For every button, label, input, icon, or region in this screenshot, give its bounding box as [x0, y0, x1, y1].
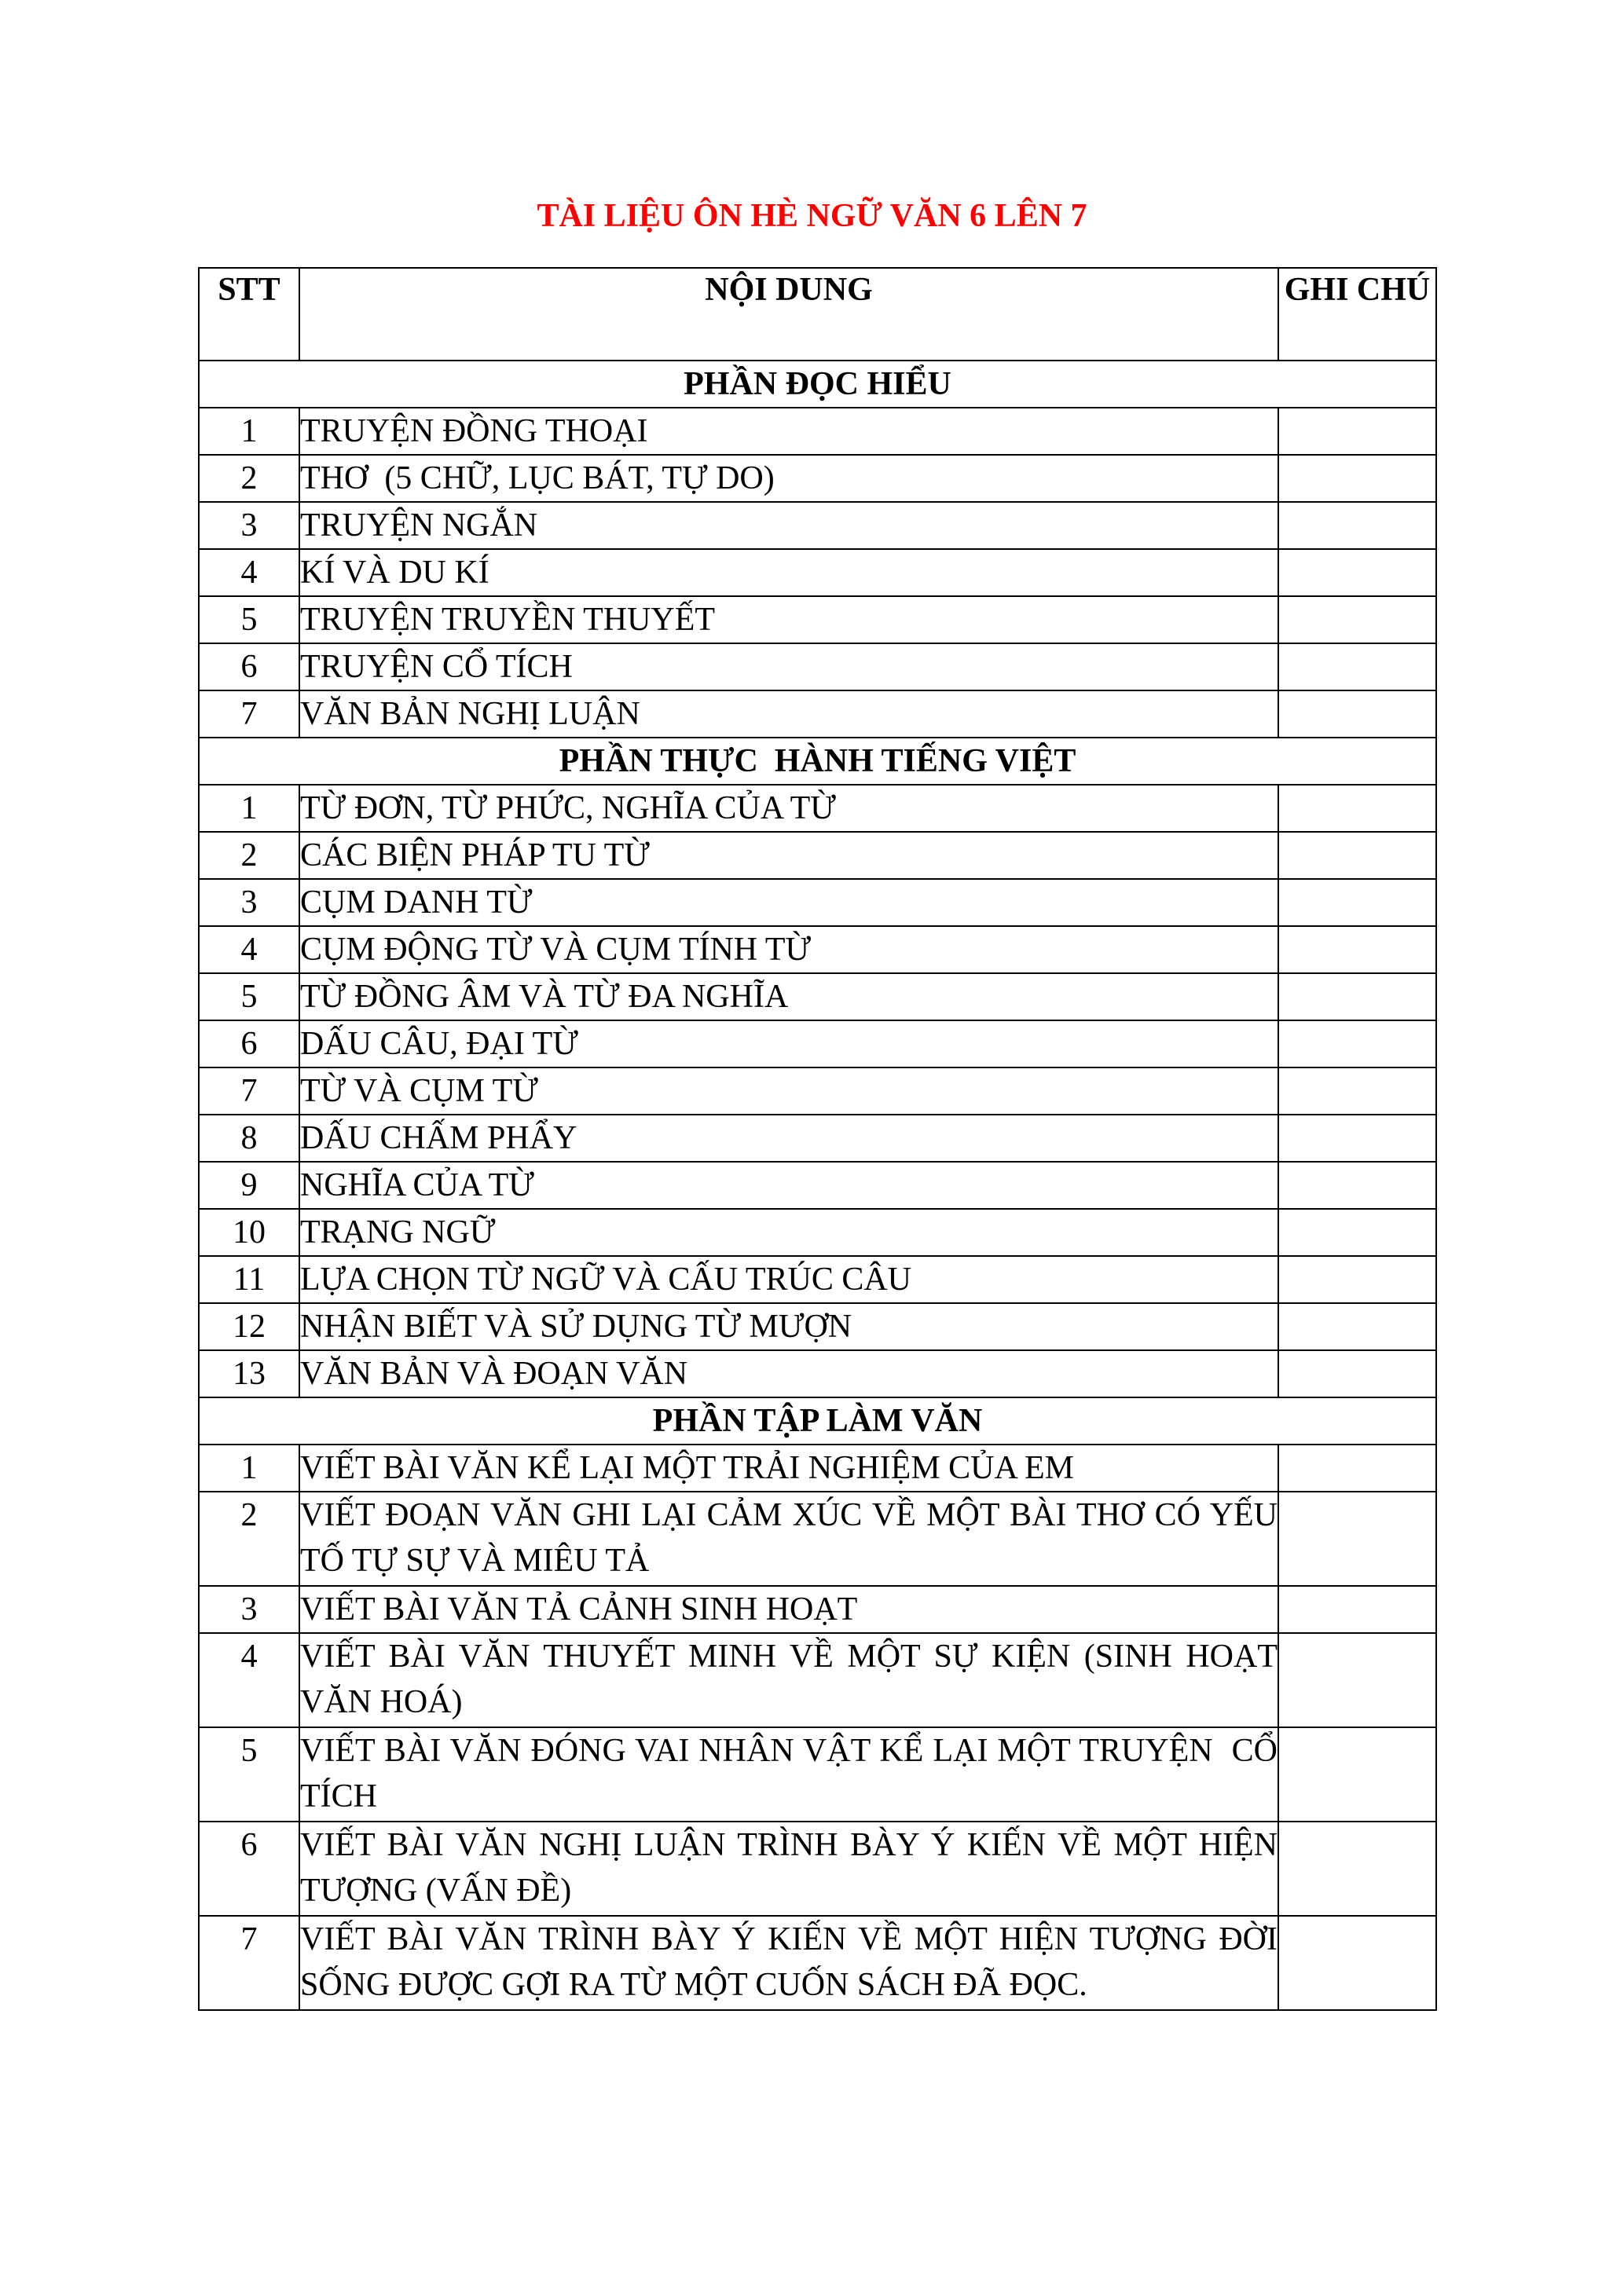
section-title-doc-hieu: PHẦN ĐỌC HIỂU: [199, 361, 1436, 408]
table-row: [199, 1303, 1436, 1350]
row-note: [1278, 596, 1436, 643]
table-row: [199, 1822, 1436, 1916]
table-row: [199, 973, 1436, 1020]
row-content: VĂN BẢN VÀ ĐOẠN VĂN: [299, 1350, 1278, 1397]
row-number: 13: [199, 1350, 299, 1397]
table-row: [199, 1350, 1436, 1397]
table-row: [199, 549, 1436, 596]
row-note: [1278, 1350, 1436, 1397]
table-row: [199, 1633, 1436, 1727]
header-stt: STT: [199, 268, 299, 361]
page-title: TÀI LIỆU ÔN HÈ NGỮ VĂN 6 LÊN 7: [537, 198, 1087, 234]
row-number: 8: [199, 1115, 299, 1162]
row-number: 4: [199, 549, 299, 596]
row-note: [1278, 455, 1436, 502]
table-row: [199, 596, 1436, 643]
row-content: VIẾT BÀI VĂN KỂ LẠI MỘT TRẢI NGHIỆM CỦA EM: [299, 1445, 1278, 1492]
row-content: THƠ (5 CHỮ, LỤC BÁT, TỰ DO): [299, 455, 1278, 502]
row-number: 7: [199, 690, 299, 738]
table-row: [199, 1916, 1436, 2010]
row-note: [1278, 1727, 1436, 1822]
row-number: 1: [199, 408, 299, 455]
header-content: NỘI DUNG: [299, 268, 1278, 361]
row-note: [1278, 785, 1436, 832]
row-content: TỪ ĐƠN, TỪ PHỨC, NGHĨA CỦA TỪ: [299, 785, 1278, 832]
row-note: [1278, 1492, 1436, 1586]
row-content: TỪ VÀ CỤM TỪ: [299, 1067, 1278, 1115]
table-row: [199, 1586, 1436, 1633]
row-content: VIẾT BÀI VĂN ĐÓNG VAI NHÂN VẬT KỂ LẠI MỘT TRUYỆN CỔ TÍCH: [299, 1727, 1278, 1822]
content-table: [198, 267, 1437, 2011]
row-number: 7: [199, 1067, 299, 1115]
row-number: 3: [199, 502, 299, 549]
table-row: [199, 1492, 1436, 1586]
row-note: [1278, 1586, 1436, 1633]
row-content: TRẠNG NGỮ: [299, 1209, 1278, 1256]
row-content: TRUYỆN ĐỒNG THOẠI: [299, 408, 1278, 455]
row-note: [1278, 1303, 1436, 1350]
section-title-tap-lam-van: PHẦN TẬP LÀM VĂN: [199, 1397, 1436, 1445]
row-content: CÁC BIỆN PHÁP TU TỪ: [299, 832, 1278, 879]
row-number: 4: [199, 926, 299, 973]
row-content: TỪ ĐỒNG ÂM VÀ TỪ ĐA NGHĨA: [299, 973, 1278, 1020]
row-note: [1278, 1256, 1436, 1303]
row-content: CỤM DANH TỪ: [299, 879, 1278, 926]
row-number: 5: [199, 596, 299, 643]
row-number: 6: [199, 643, 299, 690]
row-number: 6: [199, 1822, 299, 1916]
row-number: 3: [199, 1586, 299, 1633]
row-number: 4: [199, 1633, 299, 1727]
row-number: 5: [199, 973, 299, 1020]
table-row: [199, 1727, 1436, 1822]
table-row: [199, 785, 1436, 832]
row-number: 12: [199, 1303, 299, 1350]
row-note: [1278, 1162, 1436, 1209]
row-content: KÍ VÀ DU KÍ: [299, 549, 1278, 596]
row-note: [1278, 1115, 1436, 1162]
table-row: [199, 1445, 1436, 1492]
table-row: [199, 832, 1436, 879]
table-row: [199, 926, 1436, 973]
table-row: [199, 408, 1436, 455]
row-number: 2: [199, 1492, 299, 1586]
row-number: 1: [199, 785, 299, 832]
table-row: [199, 1209, 1436, 1256]
row-note: [1278, 973, 1436, 1020]
row-note: [1278, 879, 1436, 926]
row-number: 9: [199, 1162, 299, 1209]
table-row: [199, 690, 1436, 738]
row-content: VIẾT BÀI VĂN NGHỊ LUẬN TRÌNH BÀY Ý KIẾN VỀ MỘT HIỆN TƯỢNG (VẤN ĐỀ): [299, 1822, 1278, 1916]
row-content: TRUYỆN NGẮN: [299, 502, 1278, 549]
row-content: VIẾT BÀI VĂN TRÌNH BÀY Ý KIẾN VỀ MỘT HIỆN TƯỢNG ĐỜI SỐNG ĐƯỢC GỢI RA TỪ MỘT CUỐN SÁCH ĐÃ ĐỌC.: [299, 1916, 1278, 2010]
row-note: [1278, 1445, 1436, 1492]
row-note: [1278, 502, 1436, 549]
row-number: 2: [199, 455, 299, 502]
row-note: [1278, 832, 1436, 879]
table-row: [199, 502, 1436, 549]
row-note: [1278, 408, 1436, 455]
row-content: TRUYỆN CỔ TÍCH: [299, 643, 1278, 690]
row-note: [1278, 1067, 1436, 1115]
row-note: [1278, 549, 1436, 596]
row-note: [1278, 926, 1436, 973]
row-content: VIẾT BÀI VĂN THUYẾT MINH VỀ MỘT SỰ KIỆN (SINH HOẠT VĂN HOÁ): [299, 1633, 1278, 1727]
row-number: 3: [199, 879, 299, 926]
table-row: [199, 879, 1436, 926]
table-header-row: [199, 268, 1436, 361]
row-content: CỤM ĐỘNG TỪ VÀ CỤM TÍNH TỪ: [299, 926, 1278, 973]
row-content: VĂN BẢN NGHỊ LUẬN: [299, 690, 1278, 738]
header-note: GHI CHÚ: [1278, 268, 1436, 361]
row-note: [1278, 1822, 1436, 1916]
table-row: [199, 1067, 1436, 1115]
row-note: [1278, 1916, 1436, 2010]
table-row: [199, 455, 1436, 502]
row-content: LỰA CHỌN TỪ NGỮ VÀ CẤU TRÚC CÂU: [299, 1256, 1278, 1303]
row-content: TRUYỆN TRUYỀN THUYẾT: [299, 596, 1278, 643]
row-content: NGHĨA CỦA TỪ: [299, 1162, 1278, 1209]
row-note: [1278, 643, 1436, 690]
row-number: 10: [199, 1209, 299, 1256]
row-number: 11: [199, 1256, 299, 1303]
row-number: 2: [199, 832, 299, 879]
row-note: [1278, 1633, 1436, 1727]
row-content: VIẾT ĐOẠN VĂN GHI LẠI CẢM XÚC VỀ MỘT BÀI THƠ CÓ YẾU TỐ TỰ SỰ VÀ MIÊU TẢ: [299, 1492, 1278, 1586]
row-number: 5: [199, 1727, 299, 1822]
row-note: [1278, 1209, 1436, 1256]
row-content: DẤU CHẤM PHẨY: [299, 1115, 1278, 1162]
row-content: VIẾT BÀI VĂN TẢ CẢNH SINH HOẠT: [299, 1586, 1278, 1633]
row-note: [1278, 690, 1436, 738]
table-row: [199, 1115, 1436, 1162]
row-number: 6: [199, 1020, 299, 1067]
section-title-tieng-viet: PHẦN THỰC HÀNH TIẾNG VIỆT: [199, 738, 1436, 785]
table-row: [199, 643, 1436, 690]
row-content: DẤU CÂU, ĐẠI TỪ: [299, 1020, 1278, 1067]
table-row: [199, 1256, 1436, 1303]
row-number: 7: [199, 1916, 299, 2010]
table-row: [199, 1020, 1436, 1067]
row-note: [1278, 1020, 1436, 1067]
row-content: NHẬN BIẾT VÀ SỬ DỤNG TỪ MƯỢN: [299, 1303, 1278, 1350]
table-row: [199, 1162, 1436, 1209]
row-number: 1: [199, 1445, 299, 1492]
